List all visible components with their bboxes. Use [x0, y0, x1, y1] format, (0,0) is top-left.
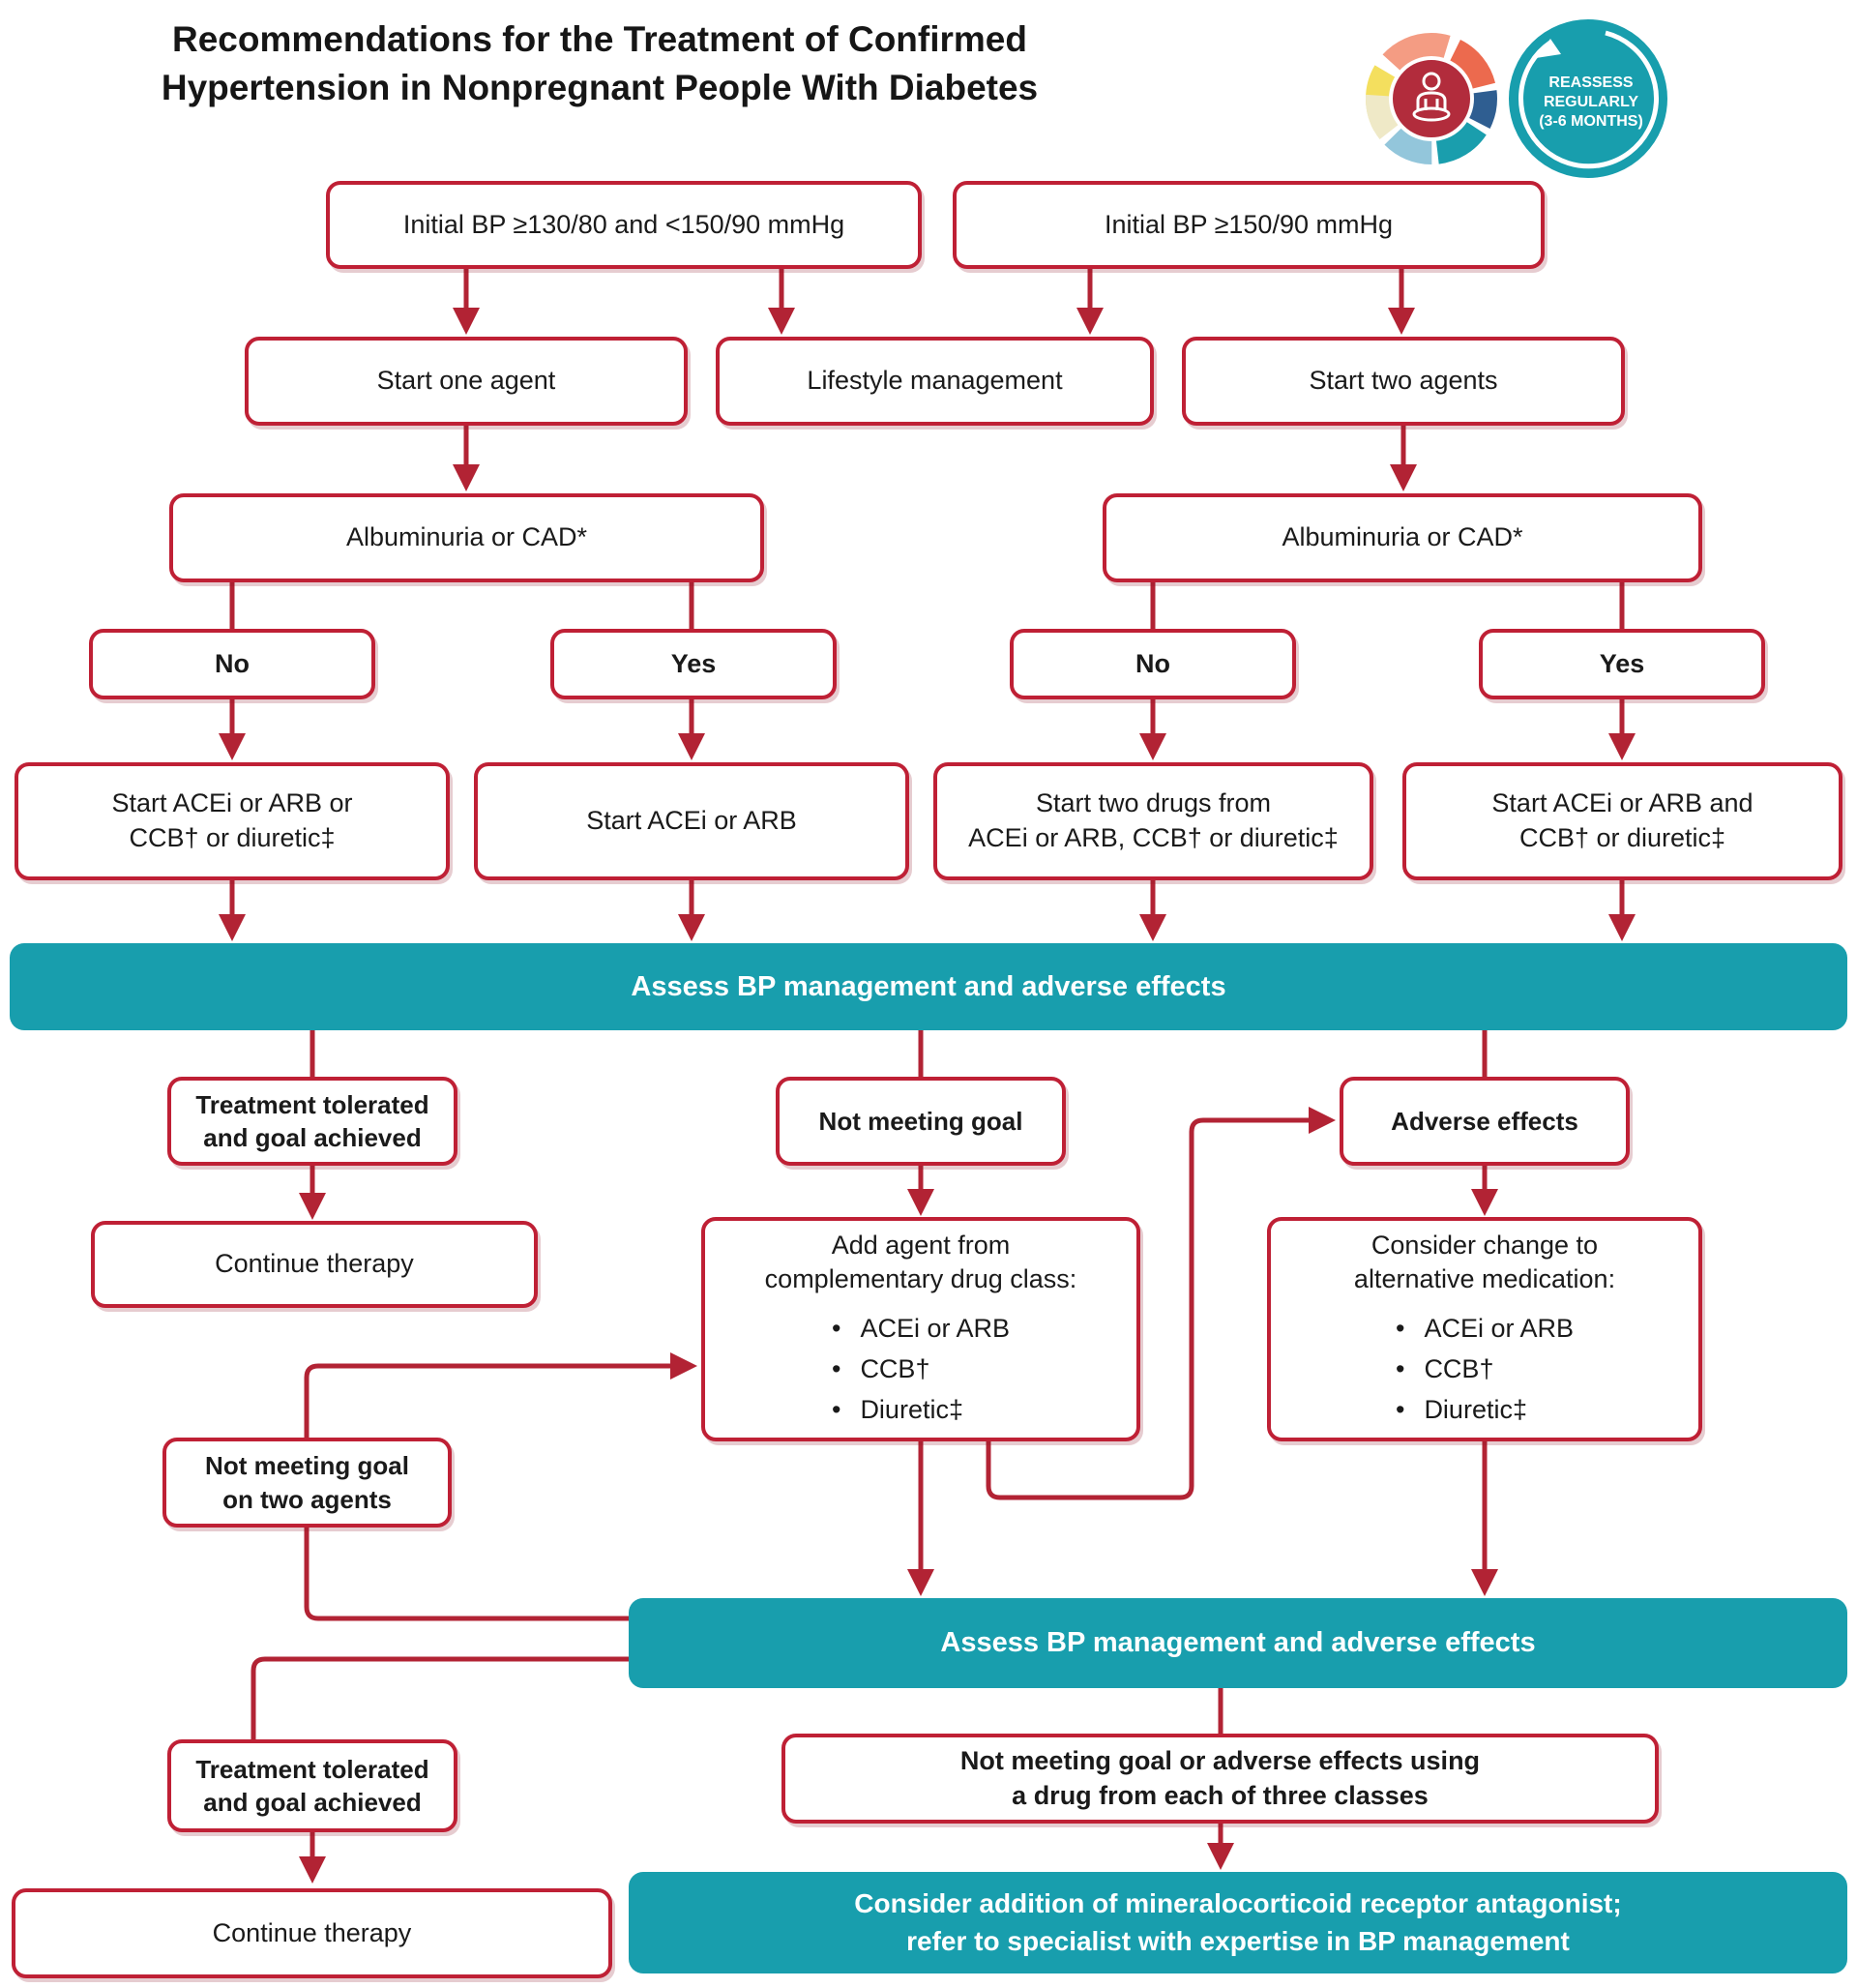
badge-line3: (3-6 MONTHS) — [1539, 113, 1643, 130]
add-agent-bullet-2: CCB† — [860, 1353, 930, 1383]
banner-consider-mra — [629, 1872, 1847, 1973]
rx3-line1: Start two drugs from — [1035, 788, 1272, 818]
node-start-two-drugs — [933, 762, 1373, 880]
add-agent-bullet-1: ACEi or ARB — [860, 1313, 1010, 1343]
node-no-right-label: No — [1135, 648, 1170, 678]
logo — [1346, 10, 1680, 189]
node-treatment-tolerated-2 — [167, 1739, 457, 1832]
node-albuminuria-right-label: Albuminuria or CAD* — [1282, 522, 1523, 552]
badge-line1: REASSESS — [1548, 74, 1634, 91]
node-start-two-agents-label: Start two agents — [1309, 366, 1498, 396]
node-yes-right-label: Yes — [1599, 648, 1645, 678]
node-lifestyle-management — [716, 337, 1154, 426]
list-item — [1396, 1309, 1574, 1350]
node-not-meeting-goal — [776, 1077, 1066, 1166]
node-start-one-agent — [245, 337, 688, 426]
page-title-line1: Recommendations for the Treatment of Confirmed — [172, 19, 1027, 59]
rx1-line1: Start ACEi or ARB or — [111, 788, 353, 818]
node-initial-bp-150-label: Initial BP ≥150/90 mmHg — [1105, 209, 1393, 239]
bullet-dot: • — [1395, 1313, 1405, 1343]
node-albuminuria-left-label: Albuminuria or CAD* — [345, 522, 588, 552]
bullet-dot: • — [1395, 1353, 1405, 1383]
node-albuminuria-right — [1103, 493, 1702, 582]
list-item — [832, 1350, 1010, 1390]
node-start-acei-arb-and-ccb — [1402, 762, 1842, 880]
node-start-acei-or-arb — [474, 762, 909, 880]
node-start-two-agents — [1182, 337, 1625, 426]
rx1-line2: CCB† or diuretic‡ — [129, 823, 336, 852]
list-item — [1396, 1390, 1574, 1431]
banner-assess-bp-1-label: Assess BP management and adverse effects — [631, 970, 1226, 1002]
continue-therapy-2-label: Continue therapy — [212, 1917, 412, 1947]
consider-bullet-2: CCB† — [1424, 1353, 1494, 1383]
consider-change-bullet-list — [1396, 1309, 1574, 1431]
add-agent-title-line1: Add agent from — [831, 1230, 1011, 1260]
banner-assess-bp-1 — [10, 943, 1847, 1030]
node-continue-therapy-1 — [91, 1221, 538, 1308]
consider-bullet-1: ACEi or ARB — [1424, 1313, 1574, 1343]
tolerated2-line2: and goal achieved — [203, 1788, 422, 1817]
node-not-meeting-goal-two-agents — [162, 1438, 452, 1528]
node-start-acei-arb-ccb-diuretic — [15, 762, 450, 880]
not-goal-two-line1: Not meeting goal — [205, 1451, 409, 1481]
rx4-line2: CCB† or diuretic‡ — [1518, 823, 1726, 852]
list-item — [1396, 1350, 1574, 1390]
tolerated1-line1: Treatment tolerated — [195, 1089, 429, 1119]
list-item — [832, 1390, 1010, 1431]
node-not-meeting-goal-three-classes — [781, 1734, 1659, 1824]
not-goal-three-line2: a drug from each of three classes — [1012, 1780, 1429, 1810]
reassess-badge — [1507, 17, 1669, 180]
node-no-left — [89, 629, 375, 699]
care-cycle-icon — [1378, 45, 1485, 152]
node-continue-therapy-2 — [12, 1888, 612, 1978]
node-albuminuria-left — [169, 493, 764, 582]
bullet-dot: • — [831, 1394, 841, 1424]
not-goal-two-line2: on two agents — [222, 1484, 392, 1514]
bullet-dot: • — [831, 1353, 841, 1383]
consider-change-title-line2: alternative medication: — [1353, 1264, 1616, 1294]
add-agent-title-line2: complementary drug class: — [764, 1264, 1077, 1294]
node-treatment-tolerated-1 — [167, 1077, 457, 1166]
banner-consider-mra-line2: refer to specialist with expertise in BP management — [906, 1925, 1570, 1956]
node-yes-right — [1479, 629, 1765, 699]
node-initial-bp-130-label: Initial BP ≥130/80 and <150/90 mmHg — [402, 209, 845, 239]
node-lifestyle-management-label: Lifestyle management — [807, 366, 1063, 396]
node-yes-left — [550, 629, 837, 699]
node-add-agent — [701, 1217, 1140, 1441]
continue-therapy-1-label: Continue therapy — [215, 1249, 414, 1279]
rx2-label: Start ACEi or ARB — [586, 806, 797, 836]
not-goal-three-line1: Not meeting goal or adverse effects using — [959, 1745, 1481, 1775]
tolerated1-line2: and goal achieved — [203, 1123, 422, 1152]
page-title — [111, 15, 1088, 111]
consider-change-title-line1: Consider change to — [1371, 1230, 1599, 1260]
consider-bullet-3: Diuretic‡ — [1424, 1394, 1527, 1424]
node-consider-change — [1267, 1217, 1702, 1441]
banner-assess-bp-2 — [629, 1598, 1847, 1688]
rx4-line1: Start ACEi or ARB and — [1491, 788, 1754, 818]
banner-consider-mra-line1: Consider addition of mineralocorticoid receptor antagonist; — [854, 1887, 1622, 1918]
node-yes-left-label: Yes — [670, 648, 717, 678]
node-adverse-effects — [1340, 1077, 1630, 1166]
adverse-effects-label: Adverse effects — [1391, 1106, 1578, 1136]
add-agent-bullet-list — [832, 1309, 1010, 1431]
node-start-one-agent-label: Start one agent — [376, 366, 556, 396]
badge-line2: REGULARLY — [1543, 94, 1639, 110]
tolerated2-line1: Treatment tolerated — [195, 1754, 429, 1784]
node-no-left-label: No — [215, 648, 250, 678]
node-initial-bp-130 — [326, 181, 922, 269]
node-initial-bp-150 — [953, 181, 1545, 269]
list-item — [832, 1309, 1010, 1350]
node-no-right — [1010, 629, 1296, 699]
not-meeting-goal-label: Not meeting goal — [818, 1106, 1023, 1136]
add-agent-bullet-3: Diuretic‡ — [860, 1394, 963, 1424]
bullet-dot: • — [831, 1313, 841, 1343]
page-title-line2: Hypertension in Nonpregnant People With Diabetes — [161, 67, 1039, 107]
bullet-dot: • — [1395, 1394, 1405, 1424]
rx3-line2: ACEi or ARB, CCB† or diuretic‡ — [968, 823, 1339, 852]
banner-assess-bp-2-label: Assess BP management and adverse effects — [940, 1627, 1536, 1659]
